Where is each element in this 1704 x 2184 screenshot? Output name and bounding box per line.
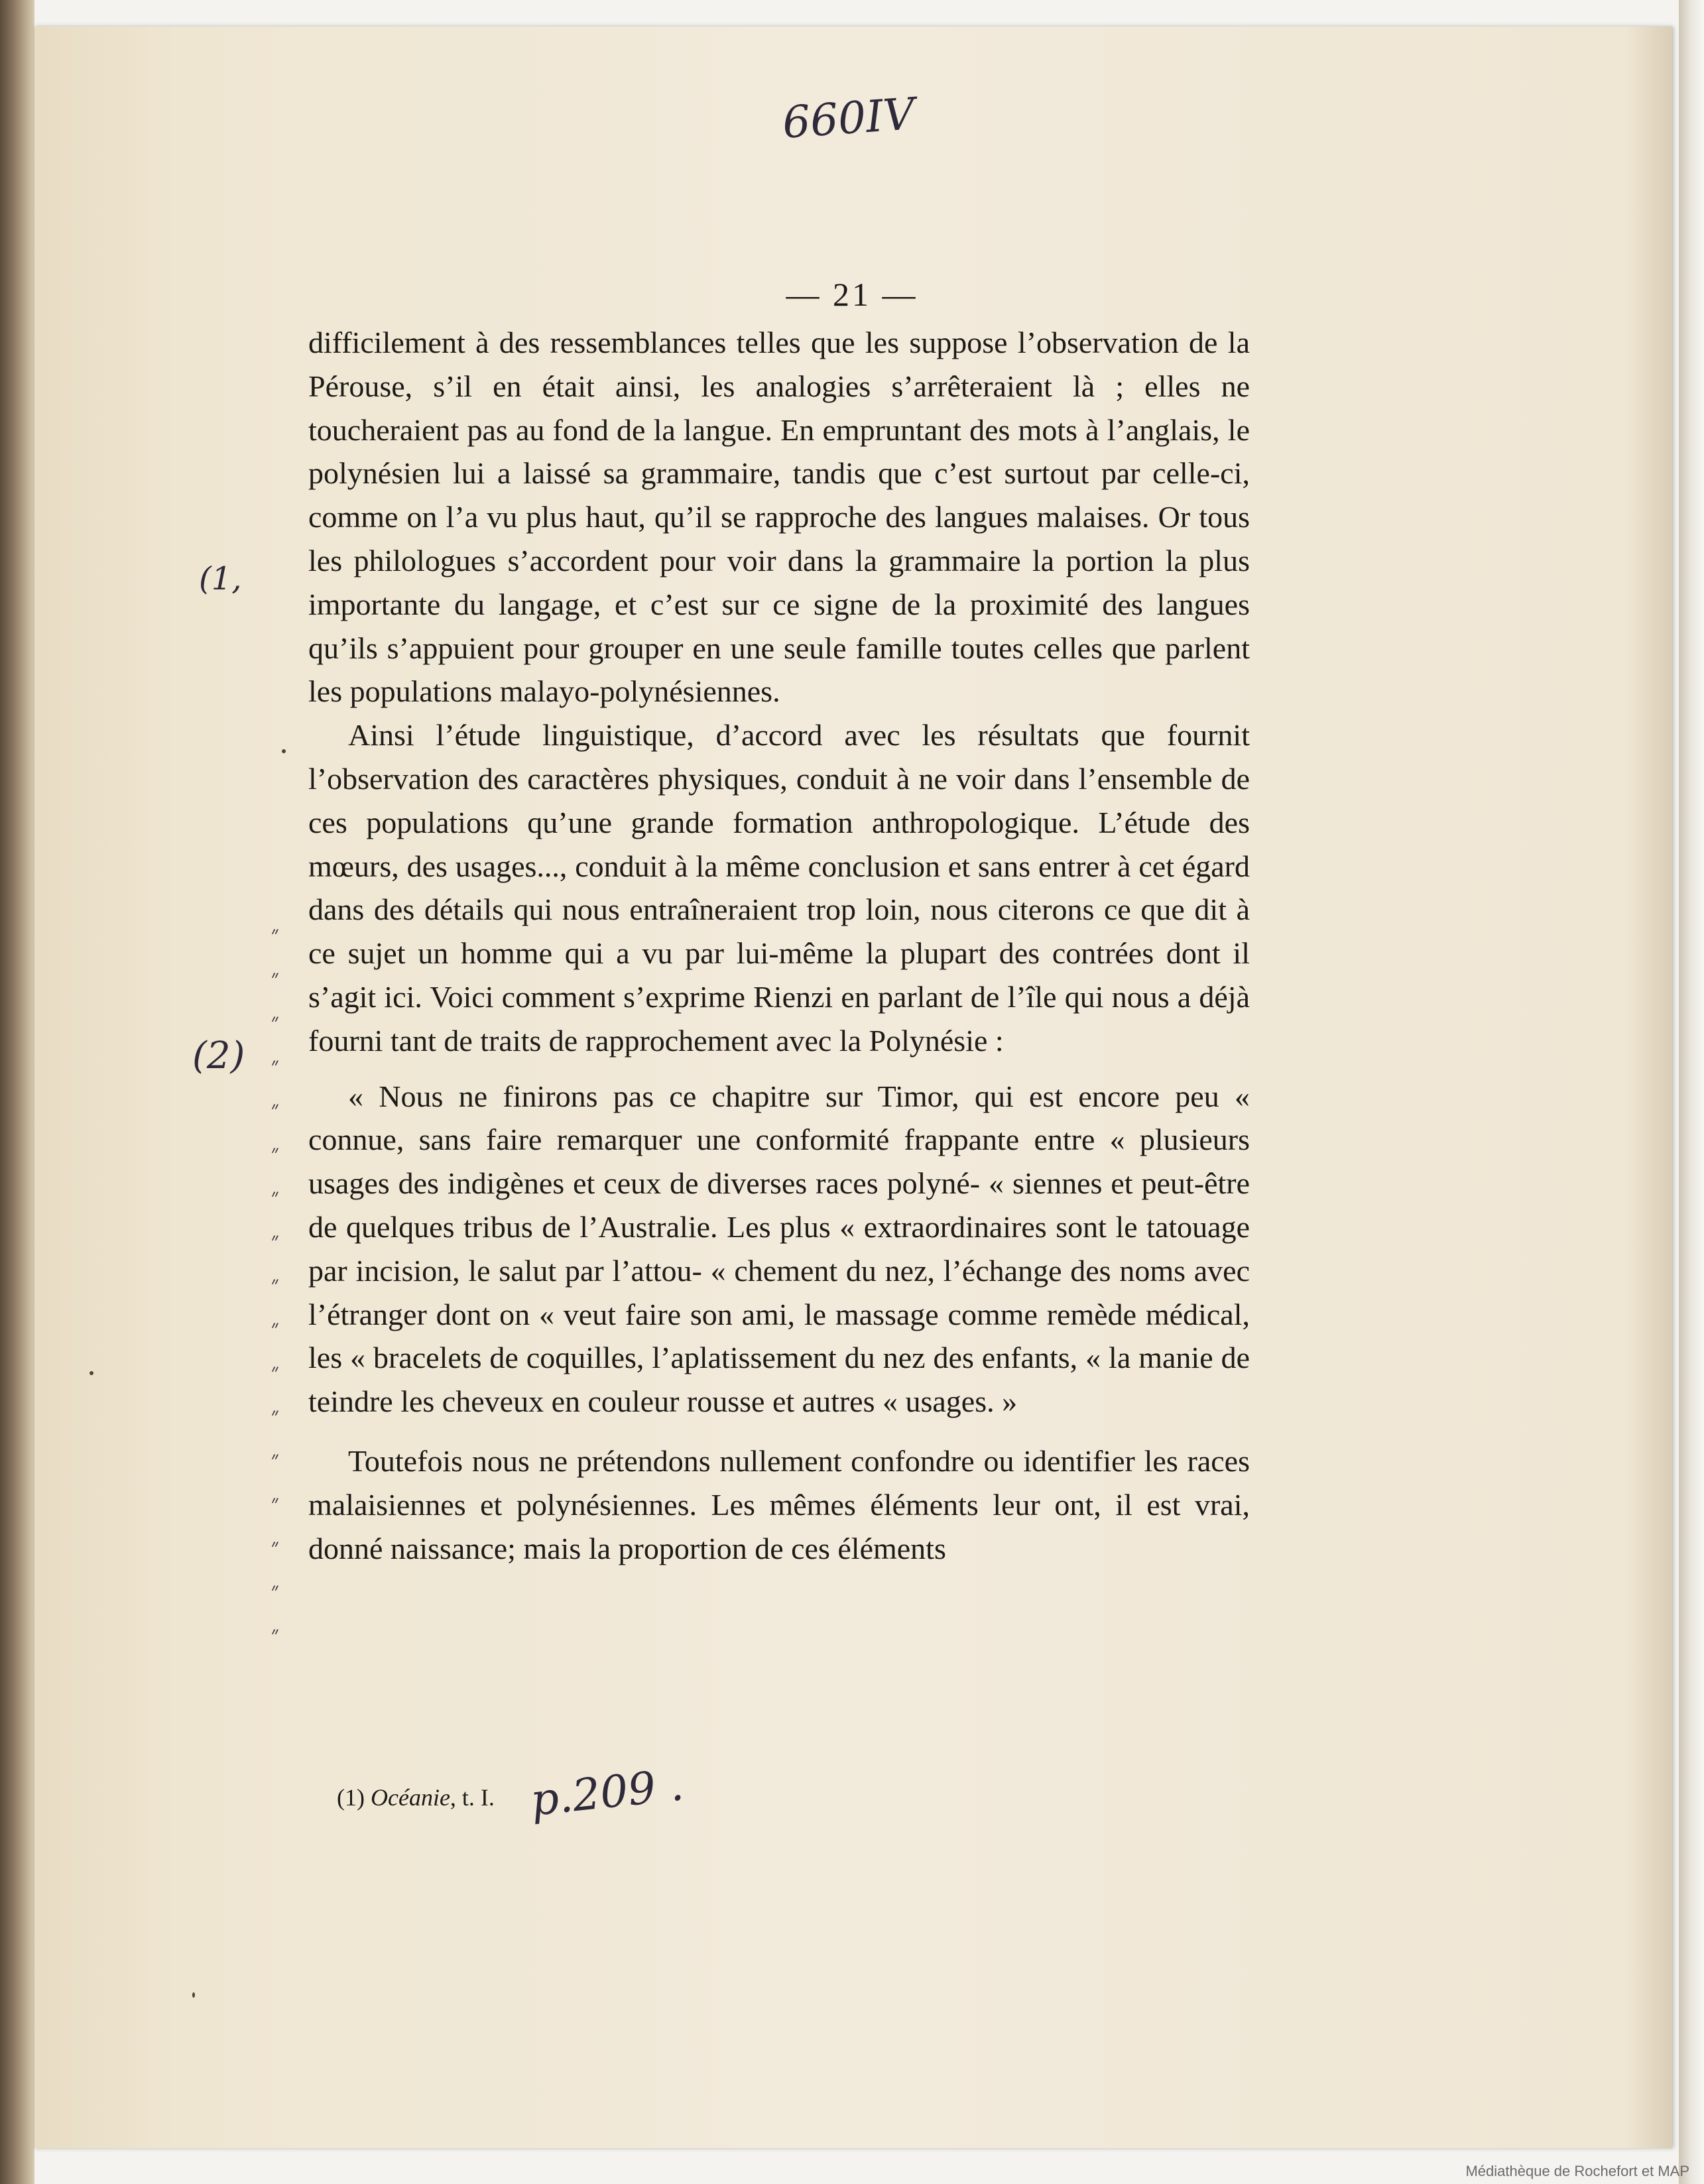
footnote-marker: (1) xyxy=(337,1784,365,1811)
library-credit: Médiathèque de Rochefort et MAP xyxy=(1465,2163,1689,2179)
paragraph-1: difficilement à des ressemblances telles que les suppose l’observation de la Pérouse, s’il en était ainsi, les analogies s’arrêteraient là ; elles ne toucheraient pas au fond de la langue. En empruntant des mots à l’anglais, le polynésien lui a laissé sa grammaire, tandis que c’est surtout par celle-ci, comme on l’a vu plus haut, qu’il se rapproche des langues malaises. Or tous les philologues s’accordent pour voir dans la grammaire la portion la plus importante du langage, et c’est sur ce signe de la proximité des langues qu’ils s’appuient pour grouper en une seule famille toutes celles que parlent les populations malayo-polynésiennes. xyxy=(308,326,1250,709)
footnote xyxy=(337,1784,495,1811)
margin-ditto-marks: ״ ״ ״ ״ ״ ״ ״ ״ ״ ״ ״ ״ ״ ״ ״ ״ ״ xyxy=(271,922,280,1646)
scan-left-edge xyxy=(0,0,34,2184)
paper-speck xyxy=(90,1371,93,1375)
margin-note-2: (2) xyxy=(192,1034,245,1077)
rienzi-quotation: « Nous ne finirons pas ce chapitre sur Timor, qui est encore peu « connue, sans faire remarquer une conformité frappante entre « plusieurs usages des indigènes et ceux de diverses races polyné- « siennes et peut-être de quelques tribus de l’Australie. Les plus « extraordinaires sont le tatouage par incision, le salut par l’attou- « chement du nez, l’échange des noms avec l’étranger dont on « veut faire son ami, le massage comme remède médical, les « bracelets de coquilles, l’aplatissement du nez des enfants, « la manie de teindre les cheveux en couleur rousse et autres « usages. » xyxy=(308,1079,1250,1419)
handwritten-shelfmark: 660IV xyxy=(780,88,917,149)
paper-speck xyxy=(192,1992,195,1998)
paragraph-2: Ainsi l’étude linguistique, d’accord avec les résultats que fournit l’observation des caractères physiques, conduit à ne voir dans l’ensemble de ces populations qu’une grande formation anthropologique. L’étude des mœurs, des usages..., conduit à la même conclusion et sans entrer à cet égard dans des détails qui nous entraîneraient trop loin, nous citerons ce que dit à ce sujet un homme qui a vu par lui-même la plupart des contrées dont il s’agit ici. Voici comment s’exprime Rienzi en parlant de l’île qui nous a déjà fourni tant de traits de rapprochement avec la Polynésie : xyxy=(308,718,1250,1058)
footnote-source: Océanie xyxy=(370,1784,450,1811)
footnote-ref: , t. I. xyxy=(450,1784,495,1811)
margin-note-1: (1, xyxy=(199,560,242,597)
scan-right-edge xyxy=(1679,0,1704,2184)
body-text xyxy=(308,321,1250,1570)
paper-speck xyxy=(282,749,286,753)
handwritten-footnote-note: p.209 . xyxy=(528,1759,686,1826)
page-number: — 21 — xyxy=(786,276,918,313)
paragraph-3: Toutefois nous ne prétendons nullement confondre ou identifier les races malaisiennes et polynésiennes. Les mêmes éléments leur ont, il est vrai, donné naissance; mais la proportion de ces éléments xyxy=(308,1443,1250,1565)
